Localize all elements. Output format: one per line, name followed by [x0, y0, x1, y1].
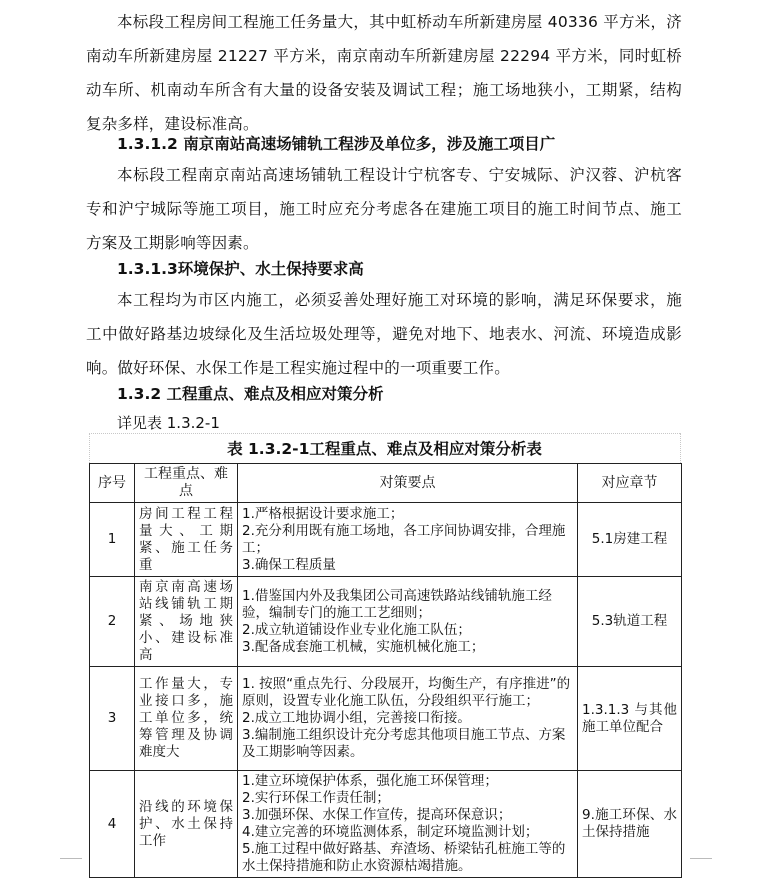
row-chapter: 5.3轨道工程	[578, 577, 682, 667]
row-key: 沿线的环境保护、水土保持工作	[135, 771, 238, 878]
heading-1313: 1.3.1.3环境保护、水土保持要求高	[117, 260, 364, 278]
row-key: 房间工程工程量大、工期紧、施工任务重	[135, 503, 238, 577]
row-points	[238, 503, 578, 577]
table-row	[90, 503, 682, 577]
table-row	[90, 577, 682, 667]
row-chapter: 1.3.1.3 与其他施工单位配合	[578, 667, 682, 771]
row-chapter: 9.施工环保、水土保持措施	[578, 771, 682, 878]
table-row	[90, 771, 682, 878]
paragraph-text: 本标段工程南京南站高速场铺轨工程设计宁杭客专、宁安城际、沪汉蓉、沪杭客专和沪宁城际等施工项目，施工时应充分考虑各在建施工项目的施工时间节点、施工方案及工期影响等因素。	[86, 166, 682, 252]
row-chapter: 5.1房建工程	[578, 503, 682, 577]
header-chapter: 对应章节	[578, 464, 682, 503]
analysis-table	[89, 463, 682, 878]
heading-1312: 1.3.1.2 南京南站高速场铺轨工程涉及单位多，涉及施工项目广	[117, 135, 556, 153]
point-item: 5.施工过程中做好路基、弃渣场、桥梁钻孔桩施工等的水土保持措施和防止水资源枯竭措施。	[242, 841, 566, 874]
table-frame-right	[680, 433, 682, 463]
point-item: 1.借鉴国内外及我集团公司高速铁路站线铺轨施工经验，编制专门的施工工艺细则；	[242, 587, 552, 621]
point-item: 4.建立完善的环境监测体系，制定环境监测计划；	[242, 824, 539, 840]
point-item: 1.建立环境保护体系，强化施工环保管理；	[242, 773, 498, 789]
header-points: 对策要点	[238, 464, 578, 503]
row-key: 南京南高速场站线铺轨工期紧、场地狭小、建设标准高	[135, 577, 238, 667]
row-no: 4	[90, 771, 135, 878]
row-no: 1	[90, 503, 135, 577]
heading-132: 1.3.2 工程重点、难点及相应对策分析	[117, 385, 384, 403]
point-item: 2.充分利用既有施工场地，各工序间协调安排，合理施工；	[242, 522, 566, 556]
paragraph-workload	[86, 5, 682, 141]
row-points	[238, 577, 578, 667]
row-key: 工作量大，专业接口多，施工单位多，统筹管理及协调难度大	[135, 667, 238, 771]
table-header-row	[90, 464, 682, 503]
table-caption: 表 1.3.2-1工程重点、难点及相应对策分析表	[227, 440, 542, 458]
header-no: 序号	[90, 464, 135, 503]
paragraph-environment	[86, 283, 682, 385]
row-no: 2	[90, 577, 135, 667]
row-points	[238, 667, 578, 771]
point-item: 2.实行环保工作责任制；	[242, 790, 390, 806]
point-item: 3.加强环保、水保工作宣传，提高环保意识；	[242, 807, 512, 823]
page-corner-mark-right	[690, 858, 712, 859]
paragraph-text: 本标段工程房间工程施工任务量大，其中虹桥动车所新建房屋 40336 平方米，济南动车所新建房屋 21227 平方米，南京南动车所新建房屋 22294 平方米，同时虹桥动车所、机南动车所含有大量的设备安装及调试工程；施工场地狭小，工期紧，结构复杂多样，建设标准高。	[86, 13, 682, 133]
page-corner-mark-left	[60, 858, 82, 859]
point-item: 1. 按照“重点先行、分段展开，均衡生产，有序推进”的原则，设置专业化施工队伍，分段组织平行施工；	[242, 676, 571, 709]
point-item: 3.编制施工组织设计充分考虑其他项目施工节点、方案及工期影响等因素。	[242, 727, 566, 760]
table-reference: 详见表 1.3.2-1	[117, 414, 220, 432]
row-no: 3	[90, 667, 135, 771]
point-item: 3.配备成套施工机械，实施机械化施工；	[242, 638, 485, 655]
paragraph-text: 本工程均为市区内施工，必须妥善处理好施工对环境的影响，满足环保要求，施工中做好路基边坡绿化及生活垃圾处理等，避免对地下、地表水、河流、环境造成影响。做好环保、水保工作是工程实施过程中的一项重要工作。	[86, 291, 682, 377]
row-points	[238, 771, 578, 878]
point-item: 2.成立工地协调小组，完善接口衔接。	[242, 710, 471, 726]
point-item: 1.严格根据设计要求施工；	[242, 505, 404, 522]
point-item: 3.确保工程质量	[242, 556, 336, 573]
table-row	[90, 667, 682, 771]
point-item: 2.成立轨道铺设作业专业化施工队伍；	[242, 621, 471, 638]
paragraph-nanjing-south	[86, 158, 682, 260]
header-key: 工程重点、难点	[135, 464, 238, 503]
